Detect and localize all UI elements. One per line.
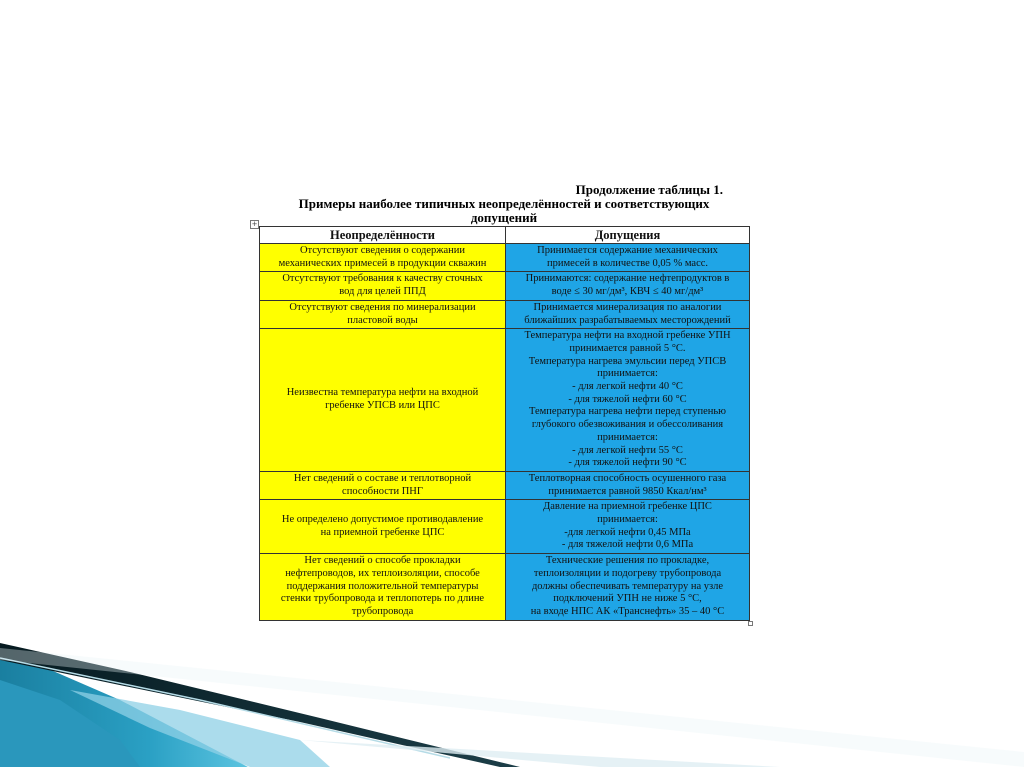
assumption-line: - для легкой нефти 55 °С (572, 444, 683, 456)
assumption-line: - для тяжелой нефти 90 °С (568, 457, 687, 469)
uncertainty-line: способности ПНГ (342, 485, 423, 497)
table-row (260, 300, 750, 328)
continuation-caption: Продолжение таблицы 1. (575, 182, 723, 197)
assumption-line: - для тяжелой нефти 60 °С (568, 393, 687, 405)
assumption-line: примесей в количестве 0,05 % масс. (546, 257, 709, 269)
assumption-line: должны обеспечивать температуру на узле (531, 580, 724, 592)
assumption-line: принимается: (597, 368, 658, 380)
uncertainty-line: Нет сведений о способе прокладки (304, 555, 461, 567)
uncertainty-cell (260, 471, 506, 499)
uncertainty-cell (260, 300, 506, 328)
table-resize-handle[interactable] (748, 621, 753, 626)
table-header-row (260, 227, 750, 244)
assumption-cell (506, 272, 750, 300)
uncertainty-line: пластовой воды (347, 314, 418, 326)
assumption-line: - для тяжелой нефти 0,6 МПа (561, 539, 694, 551)
table-row (260, 329, 750, 472)
table-row (260, 500, 750, 554)
header-assumption: Допущения (506, 227, 750, 244)
assumption-cell (506, 300, 750, 328)
uncertainty-table (259, 226, 750, 621)
uncertainty-line: гребенке УПСВ или ЦПС (325, 400, 440, 412)
assumption-line: Принимаются: содержание нефтепродуктов в (525, 273, 730, 285)
uncertainty-line: Не определено допустимое противодавление (281, 514, 484, 526)
assumption-line: Теплотворная способность осушенного газа (528, 472, 727, 484)
uncertainty-line: Нет сведений о составе и теплотворной (293, 472, 472, 484)
uncertainty-line: Отсутствуют сведения о содержании (299, 245, 466, 256)
assumption-line: подключений УПН не ниже 5 °С, (553, 593, 702, 605)
uncertainty-line: трубопровода (351, 605, 414, 617)
uncertainty-line: вод для целей ППД (339, 286, 426, 298)
table-row (260, 244, 750, 272)
uncertainty-cell (260, 272, 506, 300)
assumption-cell (506, 244, 750, 272)
uncertainty-line: на приемной гребенке ЦПС (320, 526, 445, 538)
table-move-handle-icon[interactable]: + (251, 220, 258, 228)
assumption-line: Давление на приемной гребенке ЦПС (543, 501, 712, 513)
assumption-line: Температура нагрева эмульсии перед УПСВ (528, 355, 727, 367)
uncertainty-line: Отсутствуют требования к качеству сточных (282, 273, 483, 285)
uncertainty-line: стенки трубопровода и теплопотерь по длине (280, 593, 485, 605)
uncertainty-line: Неизвестна температура нефти на входной (286, 387, 479, 399)
uncertainty-line: Отсутствуют сведения по минерализации (289, 301, 476, 313)
assumption-line: Принимается минерализация по аналогии (533, 301, 722, 313)
uncertainty-line: нефтепроводов, их теплоизоляции, способе (285, 567, 480, 579)
assumption-cell (506, 500, 750, 554)
assumption-cell (506, 554, 750, 621)
header-uncertainty: Неопределённости (260, 227, 506, 244)
assumption-line: воде ≤ 30 мг/дм³, КВЧ ≤ 40 мг/дм³ (551, 286, 704, 298)
assumption-cell (506, 471, 750, 499)
uncertainty-line: механических примесей в продукции скважин (278, 257, 487, 269)
assumption-line: принимается: (597, 431, 658, 443)
assumption-line: -для легкой нефти 0,45 МПа (564, 526, 691, 538)
uncertainty-line: поддержания положительной температуры (286, 580, 479, 592)
table-row (260, 272, 750, 300)
assumption-line: принимается: (597, 514, 658, 526)
assumption-line: Температура нагрева нефти перед ступенью (528, 406, 727, 418)
uncertainty-cell (260, 329, 506, 472)
assumption-line: ближайших разрабатываемых месторождений (524, 314, 731, 326)
assumption-line: Температура нефти на входной гребенке УПН (524, 330, 731, 342)
table-row (260, 471, 750, 499)
uncertainty-cell (260, 554, 506, 621)
assumption-line: Принимается содержание механических (537, 245, 718, 256)
assumption-line: теплоизоляции и подогреву трубопровода (533, 567, 722, 579)
table-row (260, 554, 750, 621)
assumption-cell (506, 329, 750, 472)
uncertainty-cell (260, 500, 506, 554)
uncertainty-cell (260, 244, 506, 272)
assumption-line: на входе НПС АК «Транснефть» 35 – 40 °С (530, 605, 725, 617)
table-title: Примеры наиболее типичных неопределённостей и соответствующих допущений (298, 196, 710, 225)
assumption-line: принимается равной 9850 Ккал/нм³ (548, 485, 707, 497)
assumption-line: Технические решения по прокладке, (545, 555, 710, 567)
assumption-line: - для легкой нефти 40 °С (572, 381, 683, 393)
assumption-line: глубокого обезвоживания и обессоливания (531, 419, 724, 431)
assumption-line: принимается равной 5 °С. (569, 342, 686, 354)
document-page (251, 182, 749, 621)
